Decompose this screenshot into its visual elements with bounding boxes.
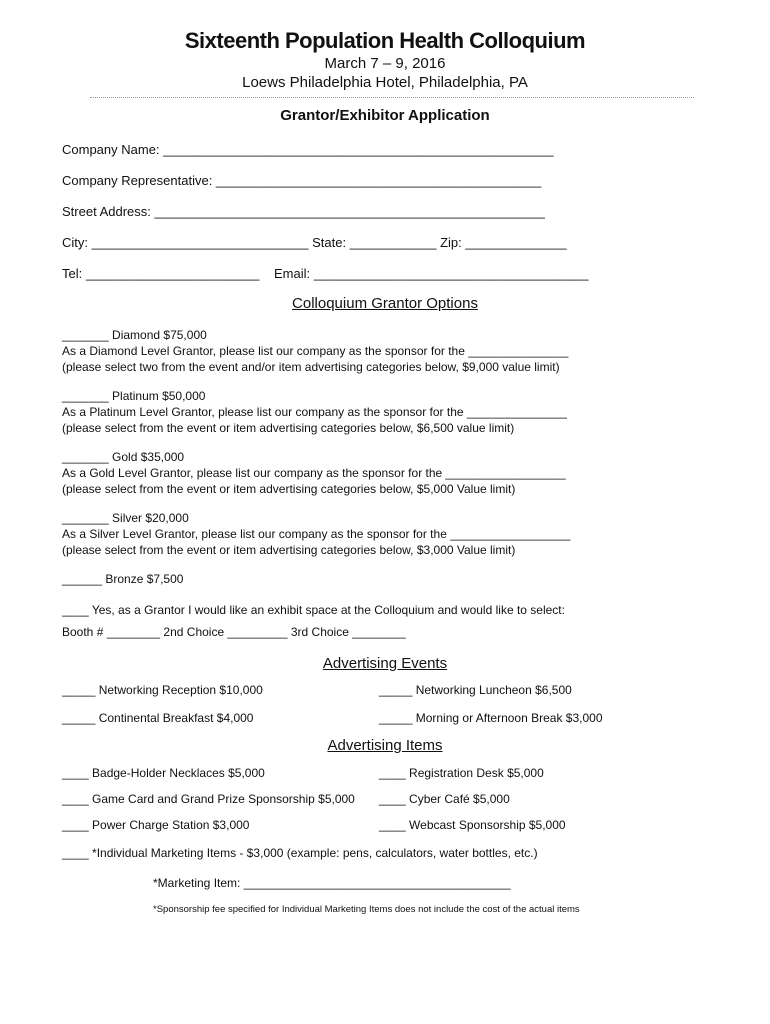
event-continental-breakfast[interactable]: _____ Continental Breakfast $4,000 — [62, 711, 254, 725]
telephone-field[interactable]: Tel: ________________________ — [62, 266, 260, 281]
form-title: Grantor/Exhibitor Application — [280, 107, 490, 124]
event-networking-luncheon[interactable]: _____ Networking Luncheon $6,500 — [379, 683, 572, 697]
item-webcast-sponsorship[interactable]: ____ Webcast Sponsorship $5,000 — [379, 818, 566, 832]
marketing-items-footnote: *Sponsorship fee specified for Individual Marketing Items does not include the cost of the actual items — [153, 904, 580, 915]
booth-choice-fields[interactable]: Booth # ________ 2nd Choice _________ 3rd Choice ________ — [62, 625, 406, 639]
platinum-sponsor-line[interactable]: As a Platinum Level Grantor, please list our company as the sponsor for the _______________ — [62, 405, 567, 419]
item-game-card-sponsorship[interactable]: ____ Game Card and Grand Prize Sponsorship $5,000 — [62, 792, 355, 806]
item-power-charge-station[interactable]: ____ Power Charge Station $3,000 — [62, 818, 250, 832]
event-venue: Loews Philadelphia Hotel, Philadelphia, PA — [242, 74, 528, 91]
colloquium-title: Sixteenth Population Health Colloquium — [184, 28, 586, 53]
item-badge-holder-necklaces[interactable]: ____ Badge-Holder Necklaces $5,000 — [62, 766, 265, 780]
gold-note: (please select from the event or item advertising categories below, $5,000 Value limit) — [62, 482, 516, 496]
diamond-level-checkline[interactable]: _______ Diamond $75,000 — [62, 328, 207, 342]
company-representative-field[interactable]: Company Representative: _____________________________________________ — [62, 173, 542, 188]
diamond-sponsor-line[interactable]: As a Diamond Level Grantor, please list our company as the sponsor for the _______________ — [62, 344, 569, 358]
item-cyber-cafe[interactable]: ____ Cyber Café $5,000 — [379, 792, 510, 806]
platinum-note: (please select from the event or item advertising categories below, $6,500 value limit) — [62, 421, 515, 435]
company-name-field[interactable]: Company Name: ______________________________________________________ — [62, 142, 554, 157]
grantor-options-heading: Colloquium Grantor Options — [292, 295, 478, 312]
gold-level-checkline[interactable]: _______ Gold $35,000 — [62, 450, 185, 464]
item-registration-desk[interactable]: ____ Registration Desk $5,000 — [379, 766, 544, 780]
silver-level-checkline[interactable]: _______ Silver $20,000 — [62, 511, 189, 525]
diamond-note: (please select two from the event and/or item advertising categories below, $9,000 value limit) — [62, 360, 560, 374]
event-networking-reception[interactable]: _____ Networking Reception $10,000 — [62, 683, 263, 697]
event-morning-afternoon-break[interactable]: _____ Morning or Afternoon Break $3,000 — [379, 711, 603, 725]
advertising-events-heading: Advertising Events — [322, 655, 448, 672]
email-field[interactable]: Email: ______________________________________ — [274, 266, 589, 281]
bronze-level-checkline[interactable]: ______ Bronze $7,500 — [62, 572, 184, 586]
silver-note: (please select from the event or item advertising categories below, $3,000 Value limit) — [62, 543, 516, 557]
advertising-items-heading: Advertising Items — [327, 737, 443, 754]
platinum-level-checkline[interactable]: _______ Platinum $50,000 — [62, 389, 206, 403]
event-date: March 7 – 9, 2016 — [324, 55, 446, 72]
gold-sponsor-line[interactable]: As a Gold Level Grantor, please list our company as the sponsor for the __________________ — [62, 466, 566, 480]
city-state-zip-field[interactable]: City: ______________________________ State: ____________ Zip: ______________ — [62, 235, 567, 250]
header-divider — [90, 97, 694, 98]
silver-sponsor-line[interactable]: As a Silver Level Grantor, please list our company as the sponsor for the __________________ — [62, 527, 571, 541]
item-individual-marketing[interactable]: ____ *Individual Marketing Items - $3,000 (example: pens, calculators, water bottles, etc.) — [62, 846, 538, 860]
marketing-item-field[interactable]: *Marketing Item: ________________________________________ — [153, 876, 511, 890]
exhibit-space-checkline[interactable]: ____ Yes, as a Grantor I would like an exhibit space at the Colloquium and would like to select: — [62, 603, 565, 617]
street-address-field[interactable]: Street Address: ______________________________________________________ — [62, 204, 545, 219]
